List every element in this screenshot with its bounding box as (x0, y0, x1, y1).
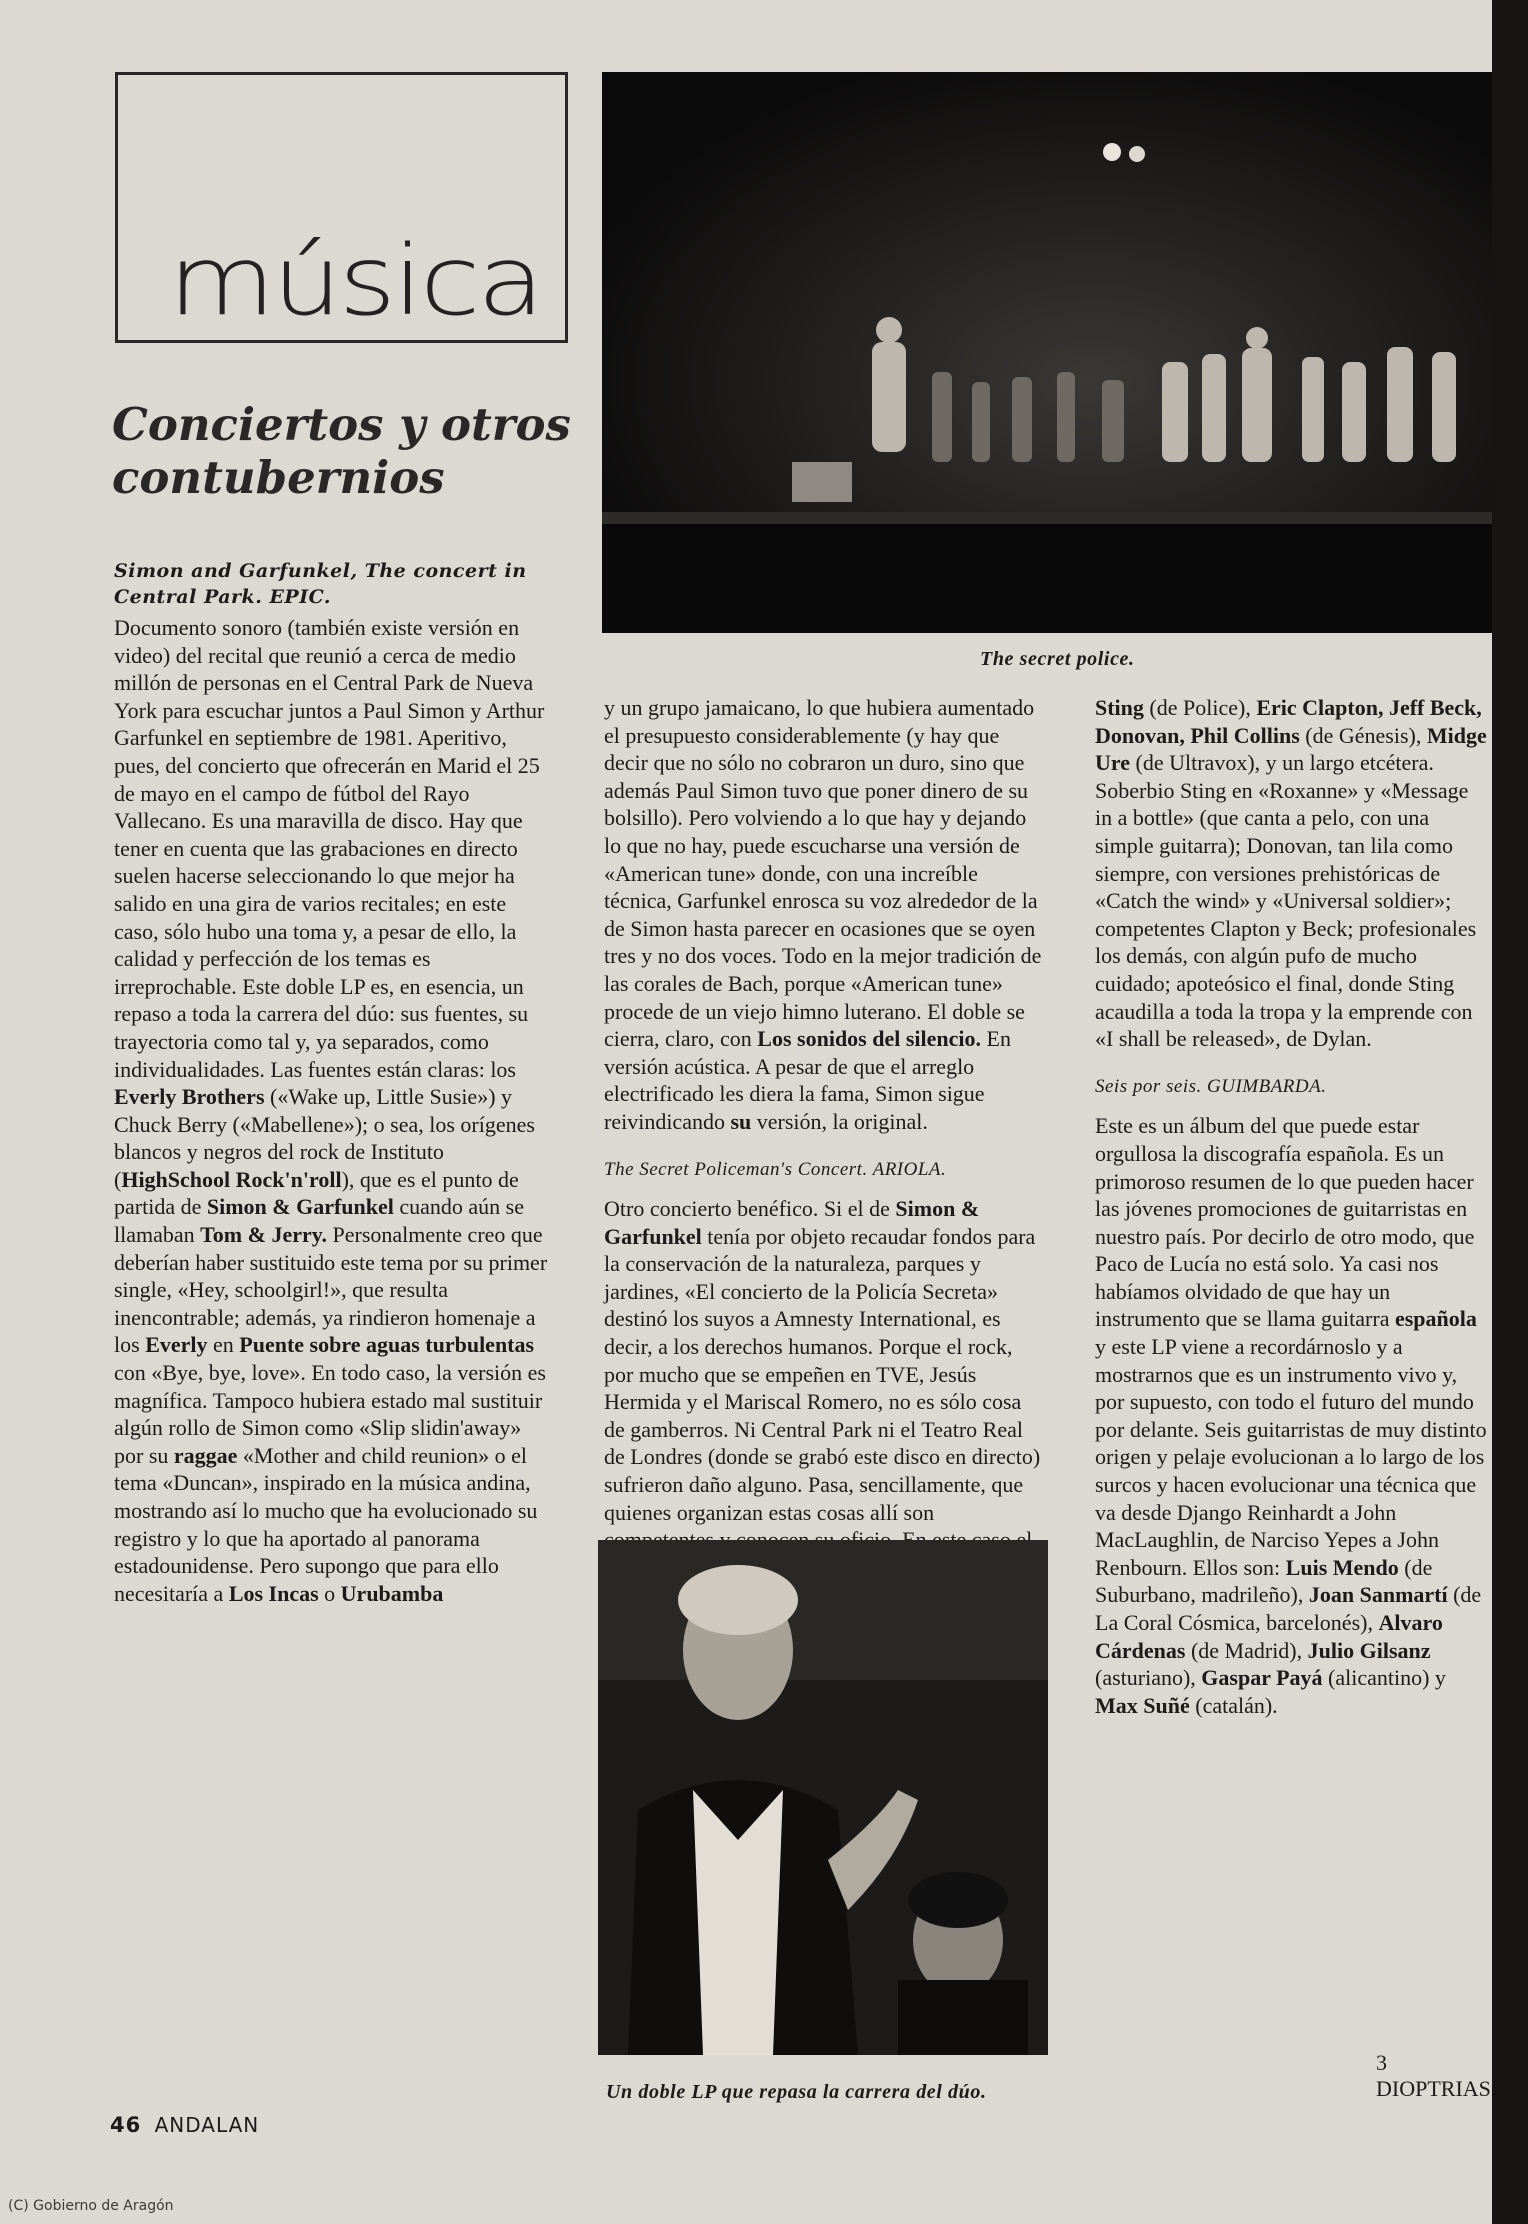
text-run: (de Madrid), (1185, 1637, 1308, 1663)
bold-name: Los sonidos del silencio. (757, 1026, 982, 1052)
duo-portrait-photo (598, 1540, 1048, 2055)
bold-name: Gaspar Payá (1201, 1665, 1323, 1691)
text-run: Otro concierto benéfico. Si el de (604, 1196, 896, 1222)
bold-name: Puente sobre aguas turbulentas (239, 1332, 535, 1358)
bold-name: Everly (145, 1332, 208, 1358)
review1-body-col1 (114, 614, 554, 1607)
text-run: En versión acústica. A pesar de que el arreglo electrificado les diera la fama, Simon sigue reivindicando (604, 1026, 1011, 1134)
bold-name: Max Suñé (1095, 1692, 1190, 1718)
bold-name: Everly Brothers (114, 1084, 265, 1110)
page-spine-shadow (1492, 0, 1528, 2224)
text-run: y este LP viene a recordárnoslo y a mostrarnos que es un instrumento vivo y, por supuesto, con todo el futuro del mundo por delante. Seis guitarristas de muy distinto origen y pelaje evolucionan a lo largo de los surcos y hacen evolucionar una técnica que va desde Django Reinhardt a John MacLaughlin, de Narciso Yepes a John Renbourn. Ellos son: (1095, 1334, 1487, 1580)
bold-name: Luis Mendo (1285, 1554, 1399, 1580)
text-run: y un grupo jamaicano, lo que hubiera aumentado el presupuesto considerablemente (y hay que decir que no sólo no cobraron un duro, sino que además Paul Simon tuvo que poner dinero de su bolsillo). Pero volviendo a lo que hay y dejando lo que no hay, puede escucharse una versión de «American tune» donde, con una increíble técnica, Garfunkel enrosca su voz alrededor de la de Simon hasta parecer en ocasiones que se oyen tres y no dos voces. Todo en la mejor tradición de las corales de Bach, porque «American tune» procede de un viejo himno luterano. El doble se cierra, claro, con (604, 695, 1042, 1052)
text-run: (de La Coral Cósmica, barcelonés), (1095, 1582, 1482, 1635)
page-number: 46 (110, 2113, 142, 2137)
text-run: con «Bye, bye, love». En todo caso, la versión es magnífica. Tampoco hubiera estado mal sustituir algún rollo de Simon como «Slip slidin'away» por su (114, 1360, 546, 1468)
text-run: (catalán). (1189, 1692, 1278, 1718)
review1-heading: Simon and Garfunkel, The concert in Central Park. EPIC. (114, 560, 527, 608)
bold-name: española (1394, 1306, 1477, 1332)
text-run: Este es un álbum del que puede estar orgullosa la discografía española. Es un primoroso resumen de lo que pueden hacer las jóvenes promociones de guitarristas en nuestro país. Por decirlo de otro modo, que Paco de Lucía no está solo. Ya casi nos habíamos olvidado de que hay un instrumento que se llama guitarra (1095, 1113, 1475, 1332)
next-page-tag: 3 DIOPTRIAS (1376, 2050, 1491, 2101)
text-run: (de Police), (1143, 695, 1257, 720)
section-label: música (168, 225, 542, 337)
text-run: cuando aún se llamaban (114, 1194, 525, 1248)
text-run: (alicantino) y (1322, 1665, 1446, 1691)
review2-body-col3 (1095, 694, 1490, 1719)
copyright-notice: (C) Gobierno de Aragón (8, 2198, 174, 2214)
text-run: o (318, 1580, 341, 1606)
text-run: versión, la original. (751, 1108, 928, 1134)
bold-name: raggae (173, 1442, 238, 1468)
review3-heading: Seis por seis. GUIMBARDA. (1095, 1075, 1327, 1097)
review2-heading: The Secret Policeman's Concert. ARIOLA. (604, 1158, 947, 1180)
bold-name: su (730, 1108, 752, 1134)
text-run: Personalmente creo que deberían haber sustituido este tema por su primer single, «Hey, schoolgirl!», que resulta inencontrable; además, ya rindieron homenaje a los (114, 1222, 548, 1358)
text-run: en (207, 1332, 240, 1358)
article-headline: Conciertos y otros contubernios (112, 398, 571, 504)
text-run: «Mother and child reunion» o el tema «Duncan», inspirado en la música andina, mostrando así lo mucho que ha evolucionado su registro y lo que ha aportado al panorama estadounidense. Pero supongo que para ello necesitaría a (114, 1442, 538, 1606)
photo2-caption: Un doble LP que repasa la carrera del dúo. (606, 2081, 987, 2103)
bold-name: Julio Gilsanz (1307, 1637, 1431, 1663)
text-run: (de Génesis), (1299, 722, 1427, 748)
magazine-name: ANDALAN (154, 2113, 260, 2137)
bold-name: Joan Sanmartí (1308, 1582, 1448, 1608)
text-run: («Wake up, Little Susie») y Chuck Berry («Mabellene»); o sea, los orígenes blancos y negros del rock de Instituto ( (114, 1084, 535, 1192)
bold-name: Alvaro Cárdenas (1095, 1610, 1443, 1663)
text-run: Documento sonoro (también existe versión en video) del recital que reunió a cerca de medio millón de personas en el Central Park de Nueva York para escuchar juntos a Paul Simon y Arthur Garfunkel en septiembre de 1981. Aperitivo, pues, del concierto que ofrecerán en Marid el 25 de mayo en el campo de fútbol del Rayo Vallecano. Es una maravilla de disco. Hay que tener en cuenta que las grabaciones en directo suelen hacerse seleccionando lo que mejor ha salido en una gira de varios recitales; en este caso, sólo hubo una toma y, a pesar de ello, la calidad y perfección de los temas es irreprochable. Este doble LP es, en esencia, un repaso a toda la carrera del dúo: sus fuentes, su trayectoria como tal y, ya separados, como individualidades. Las fuentes están claras: los (114, 615, 545, 1082)
text-run: (asturiano), (1095, 1665, 1202, 1691)
bold-name: Los Incas (228, 1580, 319, 1606)
bold-name: Eric Clapton, Jeff Beck, Donovan, Phil Collins (1095, 695, 1482, 748)
bold-name: Simon & Garfunkel (604, 1196, 980, 1249)
bold-name: Simon & Garfunkel (206, 1194, 394, 1220)
bold-name: Urubamba (340, 1580, 444, 1606)
bold-name: Tom & Jerry. (200, 1222, 328, 1248)
concert-stage-photo (602, 72, 1494, 633)
bold-name: Midge Ure (1095, 722, 1487, 776)
text-run: ), que es el punto de partida de (114, 1166, 519, 1220)
text-run: tenía por objeto recaudar fondos para la conservación de la naturaleza, parques y jardines, «El concierto de la Policía Secreta» destinó los suyos a Amnesty International, es decir, a los derechos humanos. Porque el rock, por mucho que se empeñen en TVE, Jesús Hermida y el Mariscal Romero, no es sólo cosa de gamberros. Ni Central Park ni el Teatro Real de Londres (donde se grabó este disco en directo) sufrieron daño alguno. Pasa, sencillamente, que quienes organizan estas cosas allí son (604, 1223, 1041, 1525)
text-run: (de Suburbano, madrileño), (1095, 1554, 1433, 1608)
page-footer (110, 2113, 259, 2137)
bold-name: HighSchool Rock'n'roll (121, 1166, 342, 1192)
bold-name: Sting (1095, 695, 1144, 720)
text-run: (de Ultravox), y un largo etcétera. Soberbio Sting en «Roxanne» y «Message in a bottle» (que canta a pelo, con una simple guitarra); Donovan, tan lila como siempre, con versiones prehistóricas de «Catch the wind» y «Universal soldier»; competentes Clapton y Beck; profesionales los demás, con algún pufo de mucho cuidado; apoteósico el final, donde Sting acaudilla a toda la tropa y la emprende con «I shall be released», de Dylan. (1095, 750, 1477, 1052)
section-label-box (115, 72, 568, 343)
photo1-caption: The secret police. (980, 648, 1135, 670)
review1-body-col2 (604, 694, 1044, 1637)
